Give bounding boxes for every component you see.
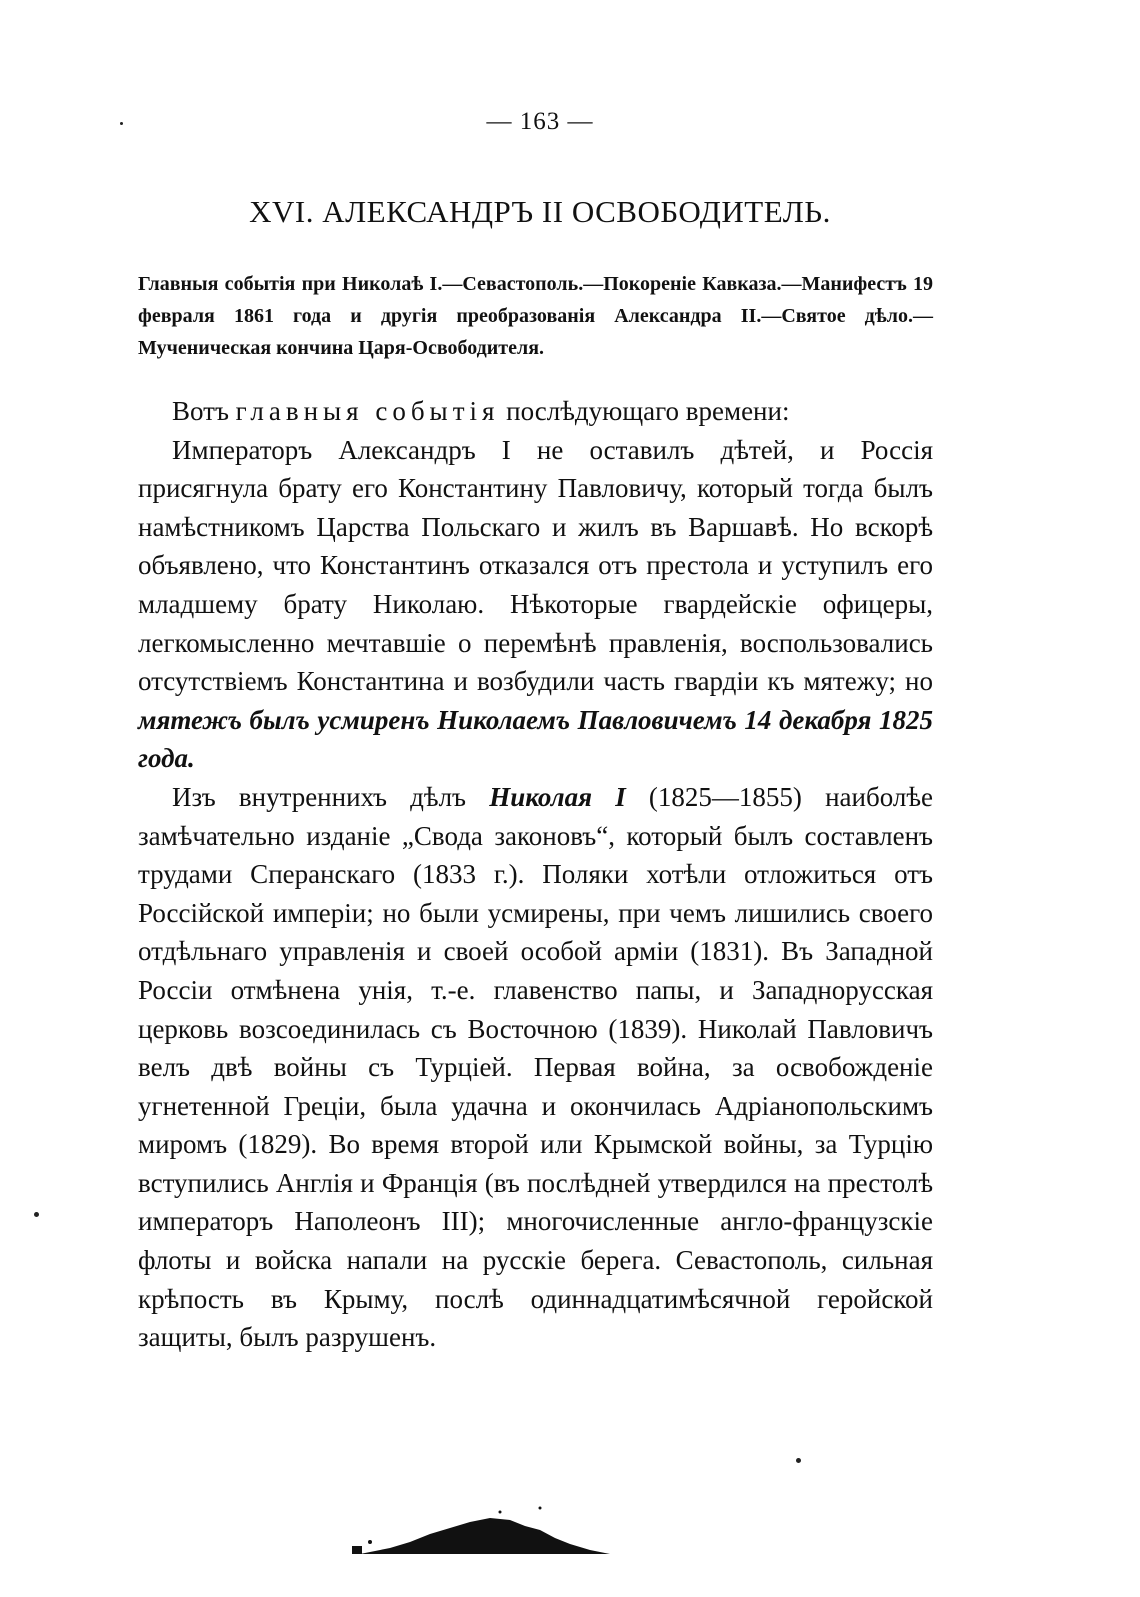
paragraph-2-italic: мятежъ былъ усмиренъ Николаемъ Павловичемъ 14 декабря 1825 года.: [138, 704, 933, 774]
paragraph-1-end: послѣдующаго времени:: [499, 396, 790, 426]
chapter-title: XVI. АЛЕКСАНДРЪ II ОСВОБОДИТЕЛЬ.: [249, 194, 831, 229]
spaced-emphasis: главныя событія: [235, 396, 500, 426]
paragraph-3-start: Изъ внутреннихъ дѣлъ: [172, 781, 490, 812]
body-text: [138, 392, 933, 1357]
paragraph-1: [138, 392, 933, 431]
paragraph-3-italic: Николая I: [489, 781, 626, 812]
paragraph-2: [138, 431, 933, 778]
page-number: — 163 —: [486, 108, 594, 135]
paragraph-3: [138, 778, 933, 1357]
paragraph-2-text: Императоръ Александръ I не оставилъ дѣтей, и Россія присягнула брату его Константину Павловичу, который тогда былъ намѣстникомъ Царства Польскаго и жилъ въ Варшавѣ. Но вскорѣ объявлено, что Константинъ отказался отъ престола и уступилъ его младшему брату Николаю. Нѣкоторые гвардейскіе офицеры, легкомысленно мечтавшіе о перемѣнѣ правленія, воспользовались отсутствіемъ Константина и возбудили часть гвардіи къ мятежу; но: [138, 434, 933, 697]
print-speck: [796, 1458, 801, 1463]
chapter-summary: Главныя событія при Николаѣ I.—Севастополь.—Покореніе Кавказа.—Манифестъ 19 февраля 1861 года и другія преобразованія Александра II.—Святое дѣло.—Мученическая кончина Царя-Освободителя.: [138, 273, 933, 359]
end-ornament-smudge: [350, 1498, 630, 1558]
print-speck: [34, 1212, 39, 1217]
paragraph-3-end: (1825—1855) наиболѣе замѣчательно изданіе „Свода законовъ“, который былъ составленъ трудами Сперанскаго (1833 г.). Поляки хотѣли отложиться отъ Россійской имперіи; но были усмирены, при чемъ лишились своего отдѣльнаго управленія и своей особой арміи (1831). Въ Западной Россіи отмѣнена унія, т.-е. главенство папы, и Западнорусская церковь возсоединилась съ Восточною (1839). Николай Павловичъ велъ двѣ войны съ Турціей. Первая война, за освобожденіе угнетенной Греціи, была удачна и окончилась Адріанопольскимъ миромъ (1829). Во время второй или Крымской войны, за Турцію вступились Англія и Франція (въ послѣдней утвердился на престолѣ императоръ Наполеонъ III); многочисленные англо-французскіе флоты и войска напали на русскіе берега. Севастополь, сильная крѣпость въ Крыму, послѣ одиннадцатимѣсячной геройской защиты, былъ разрушенъ.: [138, 781, 933, 1353]
paragraph-1-start: Вотъ: [172, 396, 236, 426]
print-speck: [120, 122, 123, 125]
